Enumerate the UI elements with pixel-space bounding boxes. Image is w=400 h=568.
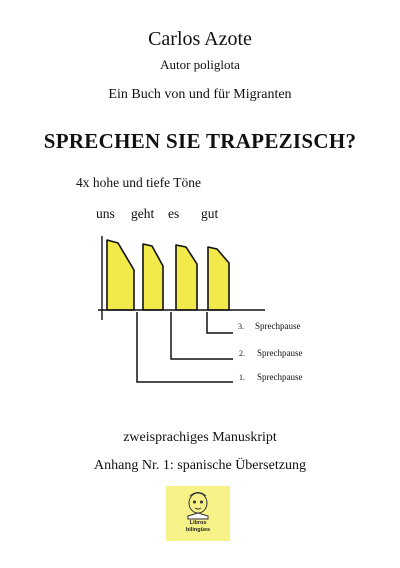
subtitle-book-description: Ein Buch von und für Migranten: [108, 87, 292, 102]
tone-bar-1: [107, 240, 134, 310]
pause-2-number: 2.: [239, 349, 245, 358]
book-title: SPRECHEN SIE TRAPEZISCH?: [43, 129, 357, 153]
word-geht: geht: [131, 206, 155, 221]
manuscript-label: zweisprachiges Manuskript: [123, 430, 277, 445]
tones-label: 4x hohe und tiefe Töne: [76, 175, 201, 190]
publisher-logo-text: [166, 520, 230, 533]
pause-bracket-2: [171, 312, 233, 359]
publisher-logo: [166, 486, 230, 541]
tone-bar-4: [208, 247, 229, 310]
author-name: Carlos Azote: [148, 28, 252, 50]
word-es: es: [168, 206, 180, 221]
word-uns: uns: [96, 206, 115, 221]
subtitle-author-role: Autor poliglota: [160, 57, 240, 72]
pause-3-label: Sprechpause: [255, 321, 301, 331]
pause-bracket-1: [137, 312, 233, 382]
pause-bracket-3: [207, 312, 233, 333]
pause-2-label: Sprechpause: [257, 348, 303, 358]
pause-1-number: 1.: [239, 373, 245, 382]
logo-text-line1: Libros: [189, 520, 207, 526]
pause-3-number: 3.: [238, 322, 244, 331]
tone-bar-3: [176, 245, 197, 310]
appendix-label: Anhang Nr. 1: spanische Übersetzung: [94, 458, 306, 473]
word-gut: gut: [201, 206, 219, 221]
pause-1-label: Sprechpause: [257, 372, 303, 382]
logo-text-line2: bilingües: [185, 526, 211, 533]
tone-bar-2: [143, 244, 163, 310]
